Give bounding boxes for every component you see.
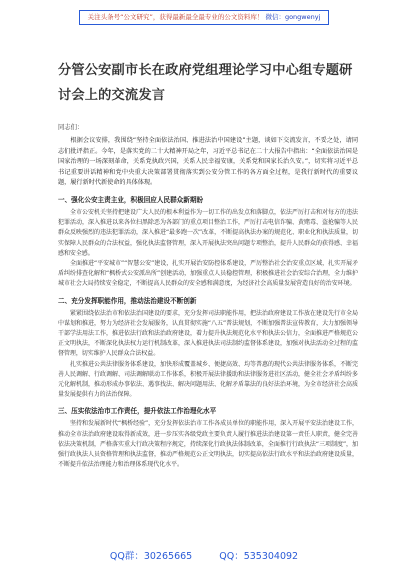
footer-qq-group: QQ群：30265665 bbox=[109, 551, 193, 562]
lead-paragraph: 根据会议安排，我围绕“坚持全面依法治国、推进法治中国建设”主题，谈如下交流发言，不妥之处，请同志们批评指正。今年，是落实党的二十大精神开局之年，习近平总书记在二十大报告中指出：“全面依法治国是国家治理的一场深刻革命，关系党执政兴国，关系人民幸福安康，关系党和国家长治久安。”，切实将习近平总书记重要讲话精神和党中央重大决策部署贯彻落实到公安分管工作的各方面全过程，是我行新时代的重要议题，履行新时代新使命的具体体现。 bbox=[58, 137, 358, 187]
document-title: 分管公安副市长在政府党组理论学习中心组专题研讨会上的交流发言 bbox=[58, 63, 353, 103]
section-heading: 一、强化公安主责主业，积极回应人民群众新期盼 bbox=[58, 195, 204, 204]
promo-banner bbox=[79, 10, 330, 25]
section-paragraph: 全市公安机关坚持把建设广大人民的根本利益作为一切工作的出发点和落脚点，依法严厉打击和对每方的违法犯罪活动，深入推进以来各位扫黑除恶为各部门的重点项目整治工作，严厉打击电信诈骗、黄赌毒、盗抢骗等人民群众反映强烈的违法犯罪活动，深入推进“最多跑一次”改革，不断提高执法办案的规范化、职业化和执法质量，切实保障人民群众的合法权益，强化执法监督管理，深入开展执法突出问题专项整治，提升人民群众的获得感、幸福感和安全感。 bbox=[58, 208, 358, 257]
banner-wechat: 微信：gongwenyj bbox=[265, 13, 321, 21]
banner-text: 关注头条号“公文研究”，获得最新最全最专业的公文资料库！ bbox=[87, 13, 264, 21]
section-paragraph: 扎实推进公共法律服务体系建设，加快形成覆盖城乡、便捷高效、均等普惠的现代公共法律服务体系，不断完善人民调解、行政调解、司法调解联动工作体系，积极开展法律援助和法律服务进社区活动，健全社会矛盾纠纷多元化解机制，推动形成办事依法、遇事找法、解决问题用法、化解矛盾靠法的良好法治环境，为全市经济社会高质量发展提供有力的法治保障。 bbox=[58, 360, 358, 399]
section-heading: 二、充分发挥职能作用，推动法治建设不断创新 bbox=[58, 296, 197, 305]
contact-footer bbox=[0, 548, 408, 562]
document-page bbox=[58, 58, 358, 470]
section-paragraph: 紧紧围绕依法治市和依法治国建设的要求，充分发挥司法职能作用，把法治政府建设工作放在建设先行市全局中谋划和推进，努力为经济社会发展服务，认真贯彻实施“八五”普法规划，不断加强普法宣传教育，大力加强领导干部学法用法工作，推进依法行政和法治政府建设，着力提升执法规范化水平和执法公信力，全面推进严格规范公正文明执法，不断深化执法权力运行机制改革，深入推进执法司法制约监督体系建设，加强对执法活动全过程的监督管理，切实维护人民群众合法权益。 bbox=[58, 309, 358, 358]
section-paragraph: 全面推进“平安城市”“智慧公安”建设，扎实开展治安防控体系建设，严厉整治社会治安重点区域，扎实开展矛盾纠纷排查化解和“枫桥式公安派出所”创建活动，加强重点人员稳控管理，积极推进社会治安综合治理，全力维护城市社会大局持续安全稳定，不断提高人民群众的安全感和满意度，为经济社会高质量发展营造良好的治安环境。 bbox=[58, 259, 358, 288]
header-banner-wrap bbox=[0, 4, 408, 25]
section-paragraph: 坚持和发展新时代“枫桥经验”，充分发挥依法治市工作各成员单位的职能作用，深入开展平安法治建设工作，推动全市法治政府建设取得新成效，进一步压实各级党政主要负责人履行推进法治建设第一责任人职责，健全完善依法决策机制，严格落实重大行政决策程序规定，持续深化行政执法体制改革，全面推行行政执法“三项制度”，加强行政执法人员资格管理和执法监督，推动严格规范公正文明执法，切实提高依法行政水平和法治政府建设质量，不断提升依法治理能力和治理体系现代化水平。 bbox=[58, 420, 358, 469]
footer-qq: QQ：535304092 bbox=[219, 551, 299, 562]
salutation: 同志们： bbox=[58, 124, 84, 131]
section-heading: 三、压实依法治市工作责任，提升依法工作治理化水平 bbox=[58, 407, 217, 416]
